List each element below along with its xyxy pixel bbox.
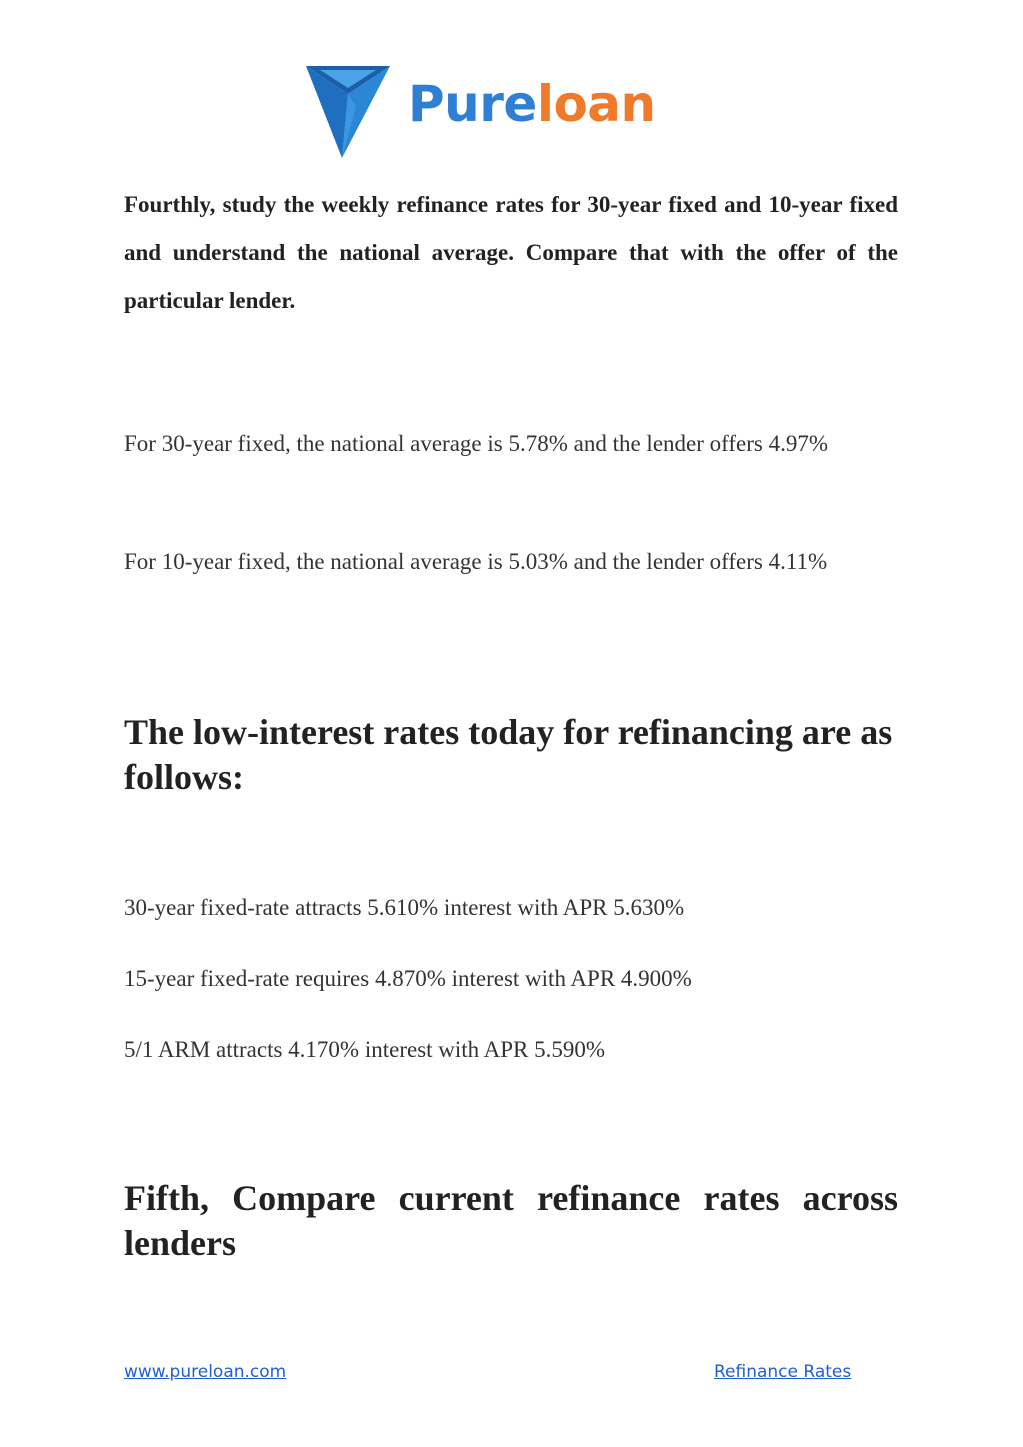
- rate-item-15-year: 15-year fixed-rate requires 4.870% interest with APR 4.900%: [124, 966, 692, 991]
- brand-name: [408, 75, 656, 133]
- triangle-logo-icon: [306, 66, 390, 158]
- heading-fifth-compare: Fifth, Compare current refinance rates across lenders: [124, 1178, 898, 1263]
- brand-name-part1: Pure: [408, 75, 537, 133]
- brand-name-part2: loan: [536, 75, 656, 133]
- comparison-30-year: For 30-year fixed, the national average is 5.78% and the lender offers 4.97%: [124, 431, 829, 456]
- brand-logo: [306, 66, 656, 158]
- heading-low-interest-rates: The low-interest rates today for refinancing are as follows:: [124, 712, 893, 797]
- footer-website-link[interactable]: www.pureloan.com: [124, 1362, 287, 1382]
- rate-item-5-1-arm: 5/1 ARM attracts 4.170% interest with APR 5.590%: [124, 1037, 606, 1062]
- rate-item-30-year: 30-year fixed-rate attracts 5.610% interest with APR 5.630%: [124, 895, 685, 920]
- intro-paragraph: Fourthly, study the weekly refinance rates for 30-year fixed and 10-year fixed and understand the national average. Compare that with the offer of the particular lender.: [124, 192, 898, 313]
- footer-refinance-rates-link[interactable]: Refinance Rates: [714, 1362, 852, 1382]
- comparison-10-year: For 10-year fixed, the national average is 5.03% and the lender offers 4.11%: [124, 549, 828, 574]
